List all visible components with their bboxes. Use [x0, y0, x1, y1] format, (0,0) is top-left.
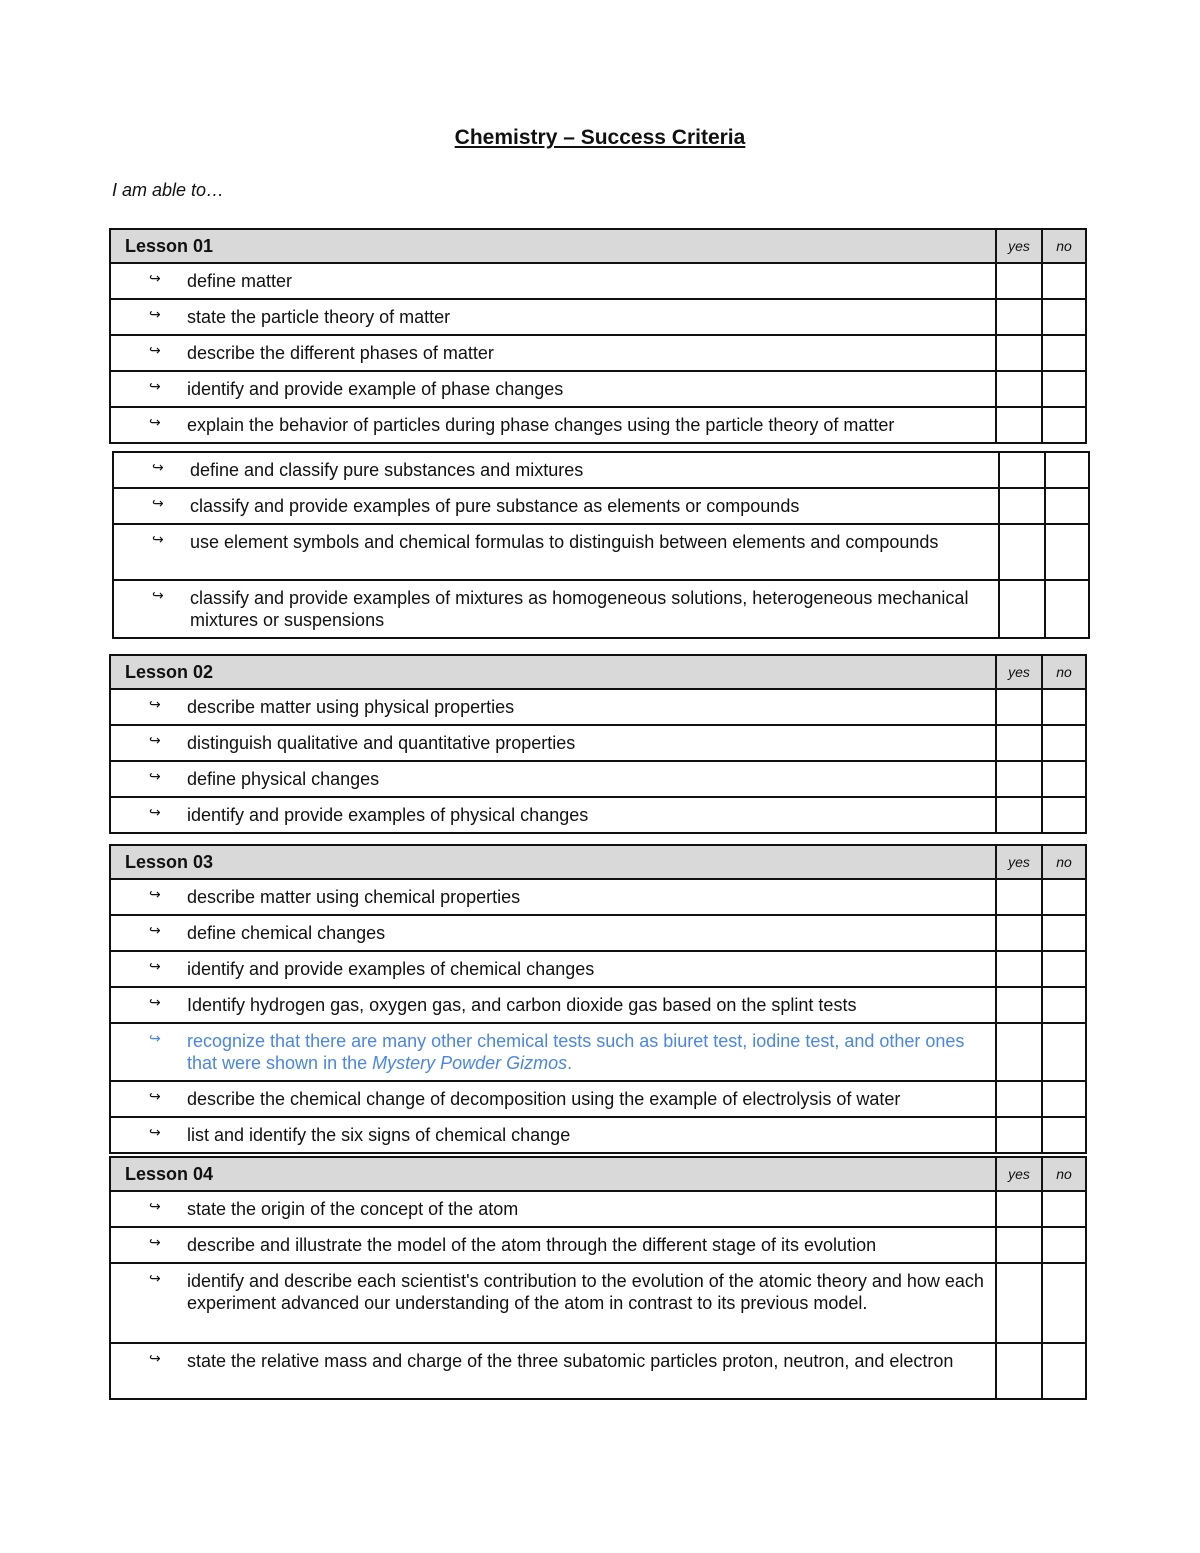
yes-checkbox-cell[interactable]	[996, 299, 1042, 335]
hooked-arrow-icon: ↪	[149, 733, 161, 749]
criterion-text: define chemical changes	[187, 923, 386, 943]
criterion-text: identify and describe each scientist's contribution to the evolution of the atomic theory and how each experiment advanced our understanding of the atom in contrast to its previous model.	[187, 1271, 984, 1313]
lesson-header-row	[110, 229, 1086, 263]
yes-checkbox-cell[interactable]	[996, 371, 1042, 407]
hooked-arrow-icon: ↪	[149, 959, 161, 975]
criterion-cell	[113, 488, 999, 524]
lesson-heading: Lesson 03	[110, 845, 996, 879]
criteria-row	[110, 1191, 1086, 1227]
no-checkbox-cell[interactable]	[1042, 371, 1086, 407]
no-checkbox-cell[interactable]	[1042, 951, 1086, 987]
no-checkbox-cell[interactable]	[1045, 580, 1089, 638]
criteria-table	[109, 228, 1087, 444]
criterion-text: identify and provide example of phase changes	[187, 379, 564, 399]
criteria-row	[110, 951, 1086, 987]
yes-checkbox-cell[interactable]	[996, 407, 1042, 443]
criteria-row	[110, 915, 1086, 951]
no-checkbox-cell[interactable]	[1042, 987, 1086, 1023]
yes-checkbox-cell[interactable]	[996, 1227, 1042, 1263]
yes-checkbox-cell[interactable]	[999, 580, 1045, 638]
criterion-cell	[110, 299, 996, 335]
criteria-row	[110, 761, 1086, 797]
yes-checkbox-cell[interactable]	[996, 1023, 1042, 1081]
lesson-header-row	[110, 655, 1086, 689]
criterion-text: describe the different phases of matter	[187, 343, 494, 363]
no-column-header: no	[1042, 655, 1086, 689]
no-column-header: no	[1042, 229, 1086, 263]
criteria-row	[110, 263, 1086, 299]
criterion-cell	[110, 689, 996, 725]
lesson-heading: Lesson 02	[110, 655, 996, 689]
criteria-row	[110, 1081, 1086, 1117]
criterion-cell	[110, 1023, 996, 1081]
criteria-row	[110, 879, 1086, 915]
criterion-text: Identify hydrogen gas, oxygen gas, and carbon dioxide gas based on the splint tests	[187, 995, 857, 1015]
criterion-emphasis: Mystery Powder Gizmos	[372, 1053, 568, 1073]
criterion-cell	[110, 725, 996, 761]
criteria-row	[110, 797, 1086, 833]
criterion-text-tail: .	[567, 1053, 573, 1073]
page-title: Chemistry – Success Criteria	[454, 126, 746, 149]
criterion-text: distinguish qualitative and quantitative properties	[187, 733, 576, 753]
criteria-row	[110, 299, 1086, 335]
criterion-cell	[113, 580, 999, 638]
criterion-text: list and identify the six signs of chemical change	[187, 1125, 571, 1145]
criteria-row	[110, 725, 1086, 761]
criterion-cell	[110, 951, 996, 987]
no-checkbox-cell[interactable]	[1042, 725, 1086, 761]
no-checkbox-cell[interactable]	[1042, 689, 1086, 725]
hooked-arrow-icon: ↪	[149, 415, 161, 431]
criterion-text: identify and provide examples of physical changes	[187, 805, 589, 825]
criterion-text: describe matter using chemical properties	[187, 887, 521, 907]
criterion-text: state the particle theory of matter	[187, 307, 451, 327]
criteria-row	[113, 452, 1089, 488]
criteria-row	[110, 1117, 1086, 1153]
criterion-cell	[110, 1263, 996, 1343]
criterion-text: define and classify pure substances and mixtures	[190, 460, 584, 480]
hooked-arrow-icon: ↪	[149, 1351, 161, 1367]
no-checkbox-cell[interactable]	[1042, 1343, 1086, 1399]
criteria-row	[110, 407, 1086, 443]
hooked-arrow-icon: ↪	[149, 1271, 161, 1287]
yes-checkbox-cell[interactable]	[996, 761, 1042, 797]
criterion-cell	[110, 915, 996, 951]
hooked-arrow-icon: ↪	[149, 805, 161, 821]
no-checkbox-cell[interactable]	[1042, 761, 1086, 797]
criterion-cell	[110, 1081, 996, 1117]
criterion-text: state the relative mass and charge of the three subatomic particles proton, neutron, and electron	[187, 1351, 954, 1371]
hooked-arrow-icon: ↪	[149, 343, 161, 359]
criterion-cell	[110, 987, 996, 1023]
criterion-text: classify and provide examples of pure substance as elements or compounds	[190, 496, 800, 516]
yes-checkbox-cell[interactable]	[996, 725, 1042, 761]
hooked-arrow-icon: ↪	[149, 697, 161, 713]
yes-checkbox-cell[interactable]	[996, 335, 1042, 371]
criterion-cell	[110, 335, 996, 371]
no-checkbox-cell[interactable]	[1045, 488, 1089, 524]
criterion-cell	[110, 1227, 996, 1263]
criteria-row	[110, 987, 1086, 1023]
no-checkbox-cell[interactable]	[1042, 915, 1086, 951]
yes-checkbox-cell[interactable]	[996, 1191, 1042, 1227]
criteria-row	[110, 335, 1086, 371]
criteria-row	[110, 1227, 1086, 1263]
criterion-cell	[110, 263, 996, 299]
criterion-text: define matter	[187, 271, 293, 291]
criterion-cell	[110, 407, 996, 443]
criteria-row	[110, 689, 1086, 725]
lesson-heading: Lesson 01	[110, 229, 996, 263]
yes-checkbox-cell[interactable]	[996, 263, 1042, 299]
criterion-text: describe the chemical change of decomposition using the example of electrolysis of water	[187, 1089, 901, 1109]
yes-checkbox-cell[interactable]	[996, 879, 1042, 915]
criteria-row	[110, 371, 1086, 407]
criterion-cell	[110, 1343, 996, 1399]
hooked-arrow-icon: ↪	[152, 496, 164, 512]
criterion-cell	[110, 761, 996, 797]
lesson-header-row	[110, 1157, 1086, 1191]
no-checkbox-cell[interactable]	[1042, 1263, 1086, 1343]
no-checkbox-cell[interactable]	[1042, 335, 1086, 371]
criterion-cell	[110, 797, 996, 833]
hooked-arrow-icon: ↪	[149, 307, 161, 323]
lesson-heading: Lesson 04	[110, 1157, 996, 1191]
yes-checkbox-cell[interactable]	[996, 1081, 1042, 1117]
hooked-arrow-icon: ↪	[152, 588, 164, 604]
criteria-row	[110, 1343, 1086, 1399]
hooked-arrow-icon: ↪	[152, 460, 164, 476]
yes-checkbox-cell[interactable]	[996, 987, 1042, 1023]
no-checkbox-cell[interactable]	[1042, 1117, 1086, 1153]
criterion-cell	[113, 452, 999, 488]
hooked-arrow-icon: ↪	[149, 769, 161, 785]
criteria-table	[109, 654, 1087, 834]
criterion-text: use element symbols and chemical formulas to distinguish between elements and compounds	[190, 532, 939, 552]
criterion-text: describe matter using physical properties	[187, 697, 515, 717]
yes-column-header: yes	[996, 1157, 1042, 1191]
hooked-arrow-icon: ↪	[149, 1199, 161, 1215]
hooked-arrow-icon: ↪	[149, 1031, 161, 1047]
criterion-cell	[110, 371, 996, 407]
hooked-arrow-icon: ↪	[149, 887, 161, 903]
criterion-cell	[110, 1117, 996, 1153]
criterion-text: describe and illustrate the model of the atom through the different stage of its evolution	[187, 1235, 877, 1255]
yes-checkbox-cell[interactable]	[996, 797, 1042, 833]
intro-text: I am able to…	[112, 180, 225, 200]
no-checkbox-cell[interactable]	[1042, 1081, 1086, 1117]
hooked-arrow-icon: ↪	[152, 532, 164, 548]
no-checkbox-cell[interactable]	[1042, 263, 1086, 299]
yes-checkbox-cell[interactable]	[999, 452, 1045, 488]
no-checkbox-cell[interactable]	[1042, 797, 1086, 833]
criteria-row	[113, 524, 1089, 580]
criterion-text: explain the behavior of particles during phase changes using the particle theory of matter	[187, 415, 895, 435]
criteria-row	[110, 1263, 1086, 1343]
yes-checkbox-cell[interactable]	[996, 1343, 1042, 1399]
no-checkbox-cell[interactable]	[1042, 1191, 1086, 1227]
no-checkbox-cell[interactable]	[1042, 299, 1086, 335]
no-checkbox-cell[interactable]	[1045, 524, 1089, 580]
yes-checkbox-cell[interactable]	[999, 488, 1045, 524]
hooked-arrow-icon: ↪	[149, 923, 161, 939]
hooked-arrow-icon: ↪	[149, 271, 161, 287]
criteria-row	[110, 1023, 1086, 1081]
yes-column-header: yes	[996, 655, 1042, 689]
no-checkbox-cell[interactable]	[1045, 452, 1089, 488]
hooked-arrow-icon: ↪	[149, 1235, 161, 1251]
lesson-header-row	[110, 845, 1086, 879]
criteria-table	[109, 844, 1087, 1154]
criterion-text: define physical changes	[187, 769, 380, 789]
no-checkbox-cell[interactable]	[1042, 407, 1086, 443]
yes-checkbox-cell[interactable]	[996, 915, 1042, 951]
criterion-text: recognize that there are many other chemical tests such as biuret test, iodine test, and other ones that were shown in the	[187, 1031, 965, 1073]
criteria-row	[113, 488, 1089, 524]
criteria-row	[113, 580, 1089, 638]
no-checkbox-cell[interactable]	[1042, 1023, 1086, 1081]
criterion-text: classify and provide examples of mixtures as homogeneous solutions, heterogeneous mechanical mixtures or suspensions	[190, 588, 969, 630]
yes-column-header: yes	[996, 845, 1042, 879]
no-checkbox-cell[interactable]	[1042, 879, 1086, 915]
hooked-arrow-icon: ↪	[149, 995, 161, 1011]
criterion-cell	[113, 524, 999, 580]
yes-checkbox-cell[interactable]	[999, 524, 1045, 580]
criterion-cell	[110, 1191, 996, 1227]
hooked-arrow-icon: ↪	[149, 379, 161, 395]
criteria-table	[109, 1156, 1087, 1400]
criteria-table	[112, 451, 1090, 639]
hooked-arrow-icon: ↪	[149, 1089, 161, 1105]
no-checkbox-cell[interactable]	[1042, 1227, 1086, 1263]
yes-checkbox-cell[interactable]	[996, 1117, 1042, 1153]
yes-checkbox-cell[interactable]	[996, 689, 1042, 725]
criterion-text: state the origin of the concept of the atom	[187, 1199, 519, 1219]
no-column-header: no	[1042, 1157, 1086, 1191]
yes-column-header: yes	[996, 229, 1042, 263]
hooked-arrow-icon: ↪	[149, 1125, 161, 1141]
criterion-text: identify and provide examples of chemical changes	[187, 959, 595, 979]
criterion-cell	[110, 879, 996, 915]
no-column-header: no	[1042, 845, 1086, 879]
yes-checkbox-cell[interactable]	[996, 951, 1042, 987]
yes-checkbox-cell[interactable]	[996, 1263, 1042, 1343]
